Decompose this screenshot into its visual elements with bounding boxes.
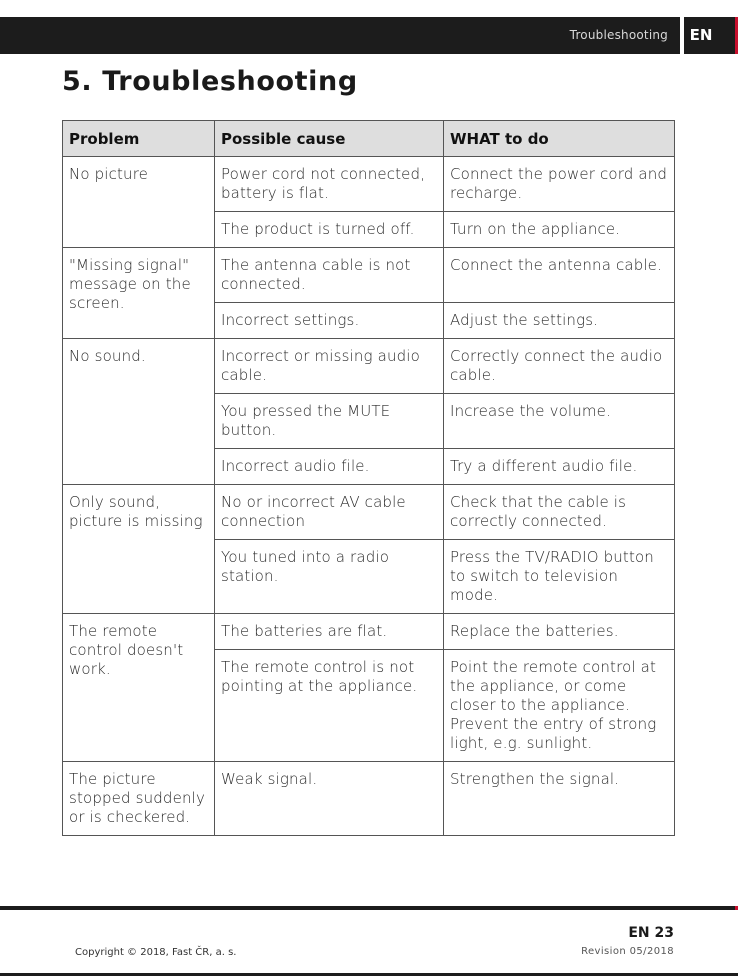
- action-cell: Correctly connect the audio cable.: [444, 339, 675, 394]
- table-row: [63, 485, 675, 540]
- header-bar: [0, 17, 738, 54]
- problem-cell: The picture stopped suddenly or is checkered.: [63, 762, 215, 836]
- page-number: EN 23: [628, 925, 674, 941]
- table-row: [63, 762, 675, 836]
- action-cell: Press the TV/RADIO button to switch to television mode.: [444, 540, 675, 614]
- column-header-action: WHAT to do: [444, 121, 675, 157]
- footer-rule: [0, 906, 738, 910]
- column-header-problem: Problem: [63, 121, 215, 157]
- table-body: [63, 157, 675, 836]
- cause-cell: No or incorrect AV cable connection: [215, 485, 444, 540]
- cause-cell: You tuned into a radio station.: [215, 540, 444, 614]
- language-badge: EN: [689, 26, 713, 44]
- problem-cell: Only sound, picture is missing: [63, 485, 215, 614]
- problem-cell: No picture: [63, 157, 215, 248]
- action-cell: Strengthen the signal.: [444, 762, 675, 836]
- action-cell: Check that the cable is correctly connected.: [444, 485, 675, 540]
- cause-cell: The antenna cable is not connected.: [215, 248, 444, 303]
- page-title: 5. Troubleshooting: [62, 66, 358, 97]
- action-cell: Turn on the appliance.: [444, 212, 675, 248]
- cause-cell: Power cord not connected, battery is flat.: [215, 157, 444, 212]
- header-section-label: Troubleshooting: [569, 28, 668, 42]
- action-cell: Connect the antenna cable.: [444, 248, 675, 303]
- cause-cell: Incorrect audio file.: [215, 449, 444, 485]
- table-header-row: [63, 121, 675, 157]
- action-cell: Try a different audio file.: [444, 449, 675, 485]
- action-cell: Adjust the settings.: [444, 303, 675, 339]
- action-cell: Connect the power cord and recharge.: [444, 157, 675, 212]
- action-cell: Increase the volume.: [444, 394, 675, 449]
- revision-text: Revision 05/2018: [581, 946, 674, 957]
- cause-cell: The product is turned off.: [215, 212, 444, 248]
- cause-cell: The batteries are flat.: [215, 614, 444, 650]
- header-divider: [680, 17, 684, 54]
- table-row: [63, 248, 675, 303]
- table-row: [63, 157, 675, 212]
- cause-cell: Incorrect settings.: [215, 303, 444, 339]
- copyright-text: Copyright © 2018, Fast ČR, a. s.: [75, 947, 237, 958]
- cause-cell: The remote control is not pointing at the appliance.: [215, 650, 444, 762]
- column-header-cause: Possible cause: [215, 121, 444, 157]
- table-row: [63, 614, 675, 650]
- problem-cell: The remote control doesn't work.: [63, 614, 215, 762]
- cause-cell: You pressed the MUTE button.: [215, 394, 444, 449]
- cause-cell: Weak signal.: [215, 762, 444, 836]
- problem-cell: "Missing signal" message on the screen.: [63, 248, 215, 339]
- action-cell: Replace the batteries.: [444, 614, 675, 650]
- table-row: [63, 339, 675, 394]
- action-cell: Point the remote control at the appliance, or come closer to the appliance. Prevent the entry of strong light, e.g. sunlight.: [444, 650, 675, 762]
- troubleshooting-table: [62, 120, 675, 836]
- cause-cell: Incorrect or missing audio cable.: [215, 339, 444, 394]
- problem-cell: No sound.: [63, 339, 215, 485]
